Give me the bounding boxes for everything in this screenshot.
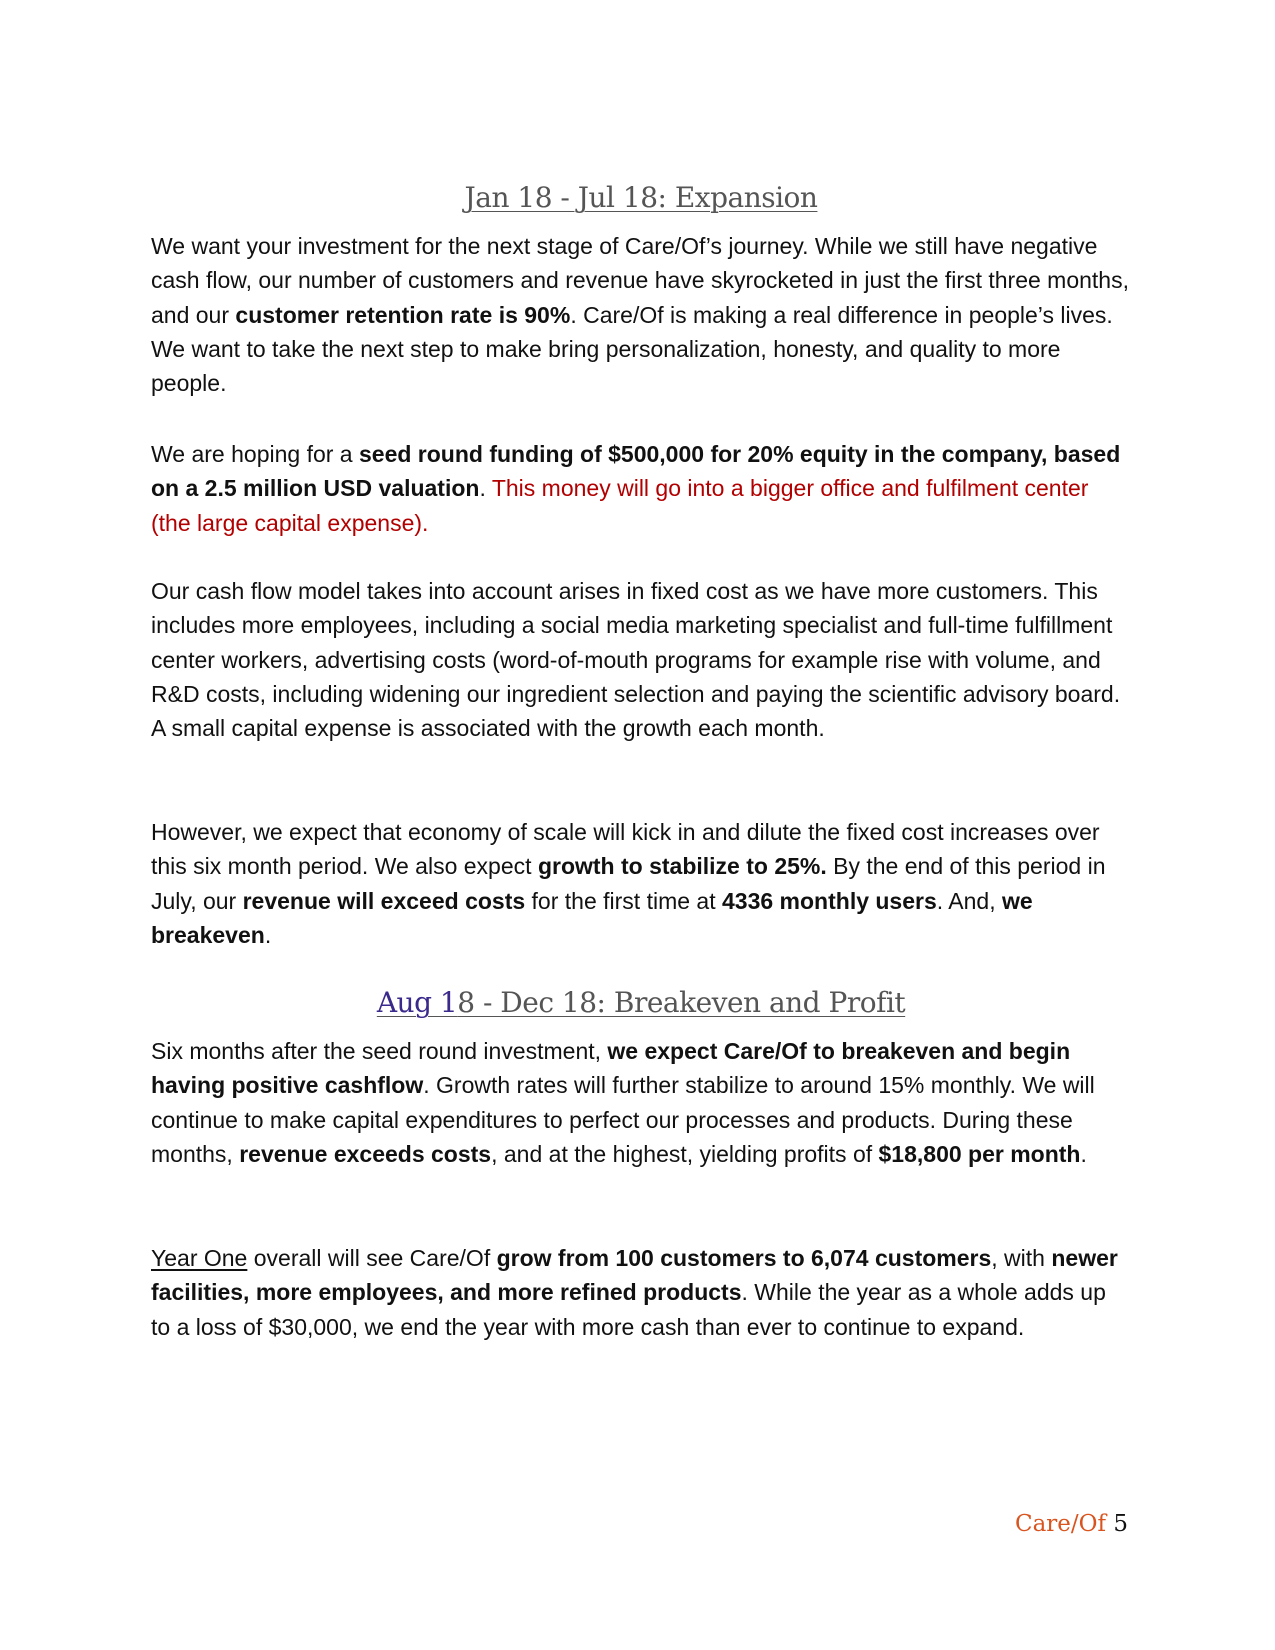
text-run: However, we expect that economy of scale will kick in and dilute the fixed cost increases over this six month period. We also expect: [151, 819, 1100, 880]
paragraph-economy-of-scale: [151, 815, 1131, 952]
heading-text-part: 8 - Dec 18: Breakeven and Profit: [457, 986, 906, 1019]
bold-seed-round-terms: seed round funding of $500,000 for 20% equity in the company, based on a 2.5 million USD valuation: [151, 441, 1121, 502]
bold-facilities: newer facilities, more employees, and more refined products: [151, 1245, 1118, 1306]
text-run: We are hoping for a: [151, 441, 359, 467]
bold-breakeven: we breakeven: [151, 887, 1033, 948]
bold-monthly-users: 4336 monthly users: [722, 887, 937, 914]
text-run: . Growth rates will further stabilize to around 15% monthly. We will continue to make capital expenditures to perfect our processes and products. During these months,: [151, 1072, 1095, 1167]
red-use-of-funds: This money will go into a bigger office and fulfilment center (the large capital expense).: [151, 475, 1089, 536]
text-run: for the first time at: [525, 887, 722, 914]
underlined-year-one: Year One: [151, 1245, 248, 1271]
text-run: , and at the highest, yielding profits of: [491, 1140, 879, 1167]
bold-retention-rate: customer retention rate is 90%: [235, 301, 571, 328]
paragraph-investment-intro: [151, 229, 1131, 400]
text-run: By the end of this period in July, our: [151, 853, 1106, 914]
text-run: .: [264, 921, 272, 948]
footer-brand: Care/Of: [1015, 1511, 1107, 1537]
text-run: , with: [991, 1245, 1052, 1271]
paragraph-cash-flow-model: Our cash flow model takes into account arises in fixed cost as we have more customers. This includes more employees, including a social media marketing specialist and full-time fulfillment center workers, advertising costs (word-of-mouth programs for example rise with volume, and R&D costs, including widening our ingredient selection and paying the scientific advisory board. A small capital expense is associated with the growth each month.: [151, 578, 1121, 742]
text-run: . Care/Of is making a real difference in people’s lives. We want to take the next step to make bring personalization, honesty, and quality to more people.: [151, 301, 1113, 397]
page-number: 5: [1113, 1511, 1128, 1537]
text-run: .: [479, 475, 492, 502]
bold-breakeven-expectation: we expect Care/Of to breakeven and begin having positive cashflow: [151, 1038, 1071, 1099]
paragraph-seed-round: [151, 437, 1131, 540]
text-run: . And,: [936, 887, 1002, 914]
text-run: .: [1080, 1140, 1087, 1167]
bold-revenue-exceeds: revenue exceeds costs: [239, 1140, 492, 1167]
paragraph-positive-cashflow: [151, 1034, 1131, 1171]
text-run: . While the year as a whole adds up to a loss of $30,000, we end the year with more cash than ever to continue to expand.: [151, 1279, 1106, 1340]
bold-revenue-exceed: revenue will exceed costs: [242, 887, 526, 914]
text-run: overall will see Care/Of: [247, 1245, 497, 1271]
paragraph-year-one: [151, 1241, 1131, 1344]
bold-growth-stabilize: growth to stabilize to 25%.: [537, 853, 827, 880]
text-run: We want your investment for the next stage of Care/Of’s journey. While we still have negative cash flow, our number of customers and revenue have skyrocketed in just the first three months, and our: [151, 233, 1129, 328]
heading-link-part: Aug 1: [376, 986, 458, 1019]
section-heading-breakeven: [151, 983, 1131, 1023]
text-run: Six months after the seed round investment,: [151, 1038, 608, 1064]
bold-monthly-profit: $18,800 per month: [878, 1140, 1081, 1167]
page-footer: [1015, 1509, 1128, 1539]
bold-customer-growth: grow from 100 customers to 6,074 customers: [496, 1245, 992, 1271]
section-heading-expansion: Jan 18 - Jul 18: Expansion: [464, 181, 818, 214]
